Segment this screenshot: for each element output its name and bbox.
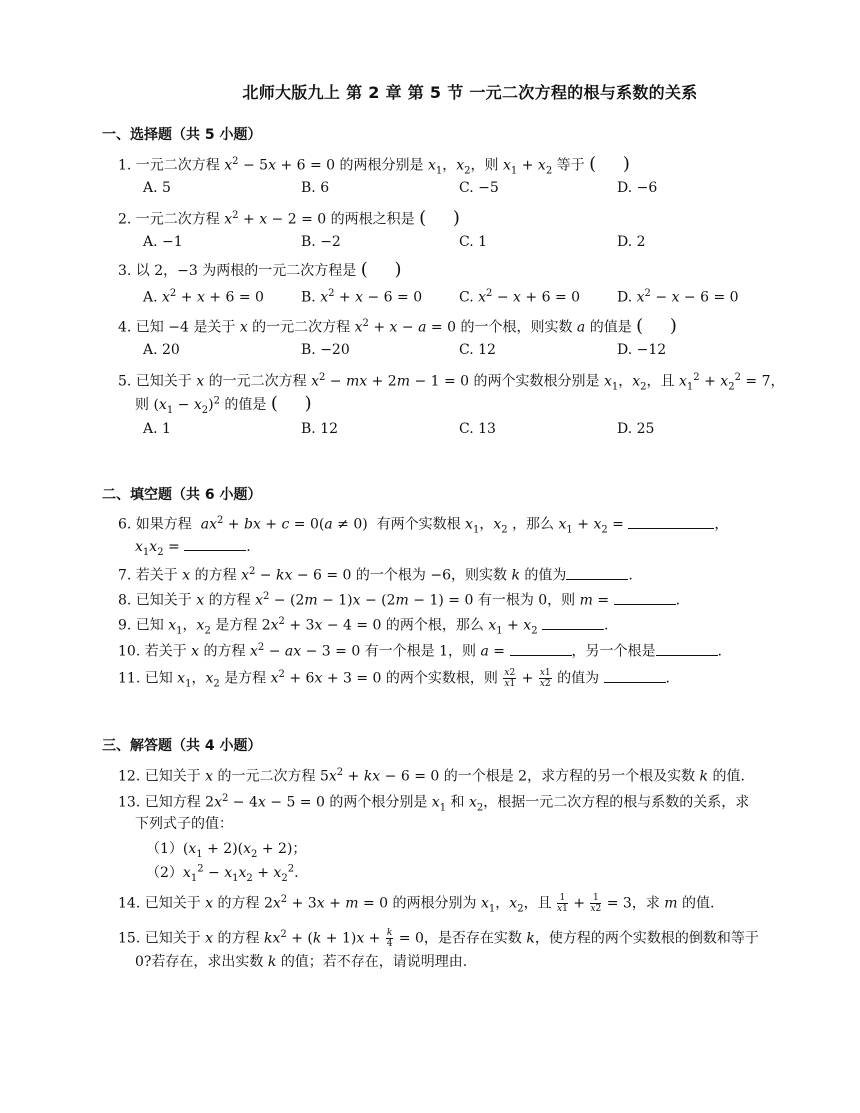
question-15: 15. 已知关于 x 的方程 $kx^2 + (k + 1)x$ + $\frac{k}{4}$ = 0，是否存在实数 k，使方程的两个实数根的倒数和等于 [118, 928, 759, 950]
option-c[interactable]: C. −5 [459, 180, 499, 196]
question-9: 9. 已知 $x_1$，$x_2$ 是方程 $2x^2 + 3x - 4 = 0$ 的两个根，那么 $x_1 + x_2$ . [118, 616, 609, 637]
question-6: 6. 如果方程 $ax^2$ + bx + c = 0(a ≠ 0) 有两个实数根 $x_1$，$x_2$ ，那么 $x_1 + x_2$ = ， [118, 515, 729, 536]
page-title: 北师大版九上 第 2 章 第 5 节 一元二次方程的根与系数的关系 [242, 83, 698, 102]
option-a[interactable]: A. 20 [143, 342, 180, 358]
question-6-line2: $x_1x_2$ = . [135, 536, 251, 558]
question-5: 5. 已知关于 x 的一元二次方程 $x^2$ − mx + 2m − 1 = 0 的两个实数根分别是 $x_1$，$x_2$，且 $x_1^2 + x_2^2 = 7$， [118, 372, 785, 393]
question-12: 12. 已知关于 x 的一元二次方程 $5x^2$ + kx − 6 = 0 的一个根是 2，求方程的另一个根及实数 k 的值. [118, 767, 745, 785]
option-a[interactable]: A. 1 [143, 421, 171, 437]
question-10: 10. 若关于 x 的方程 $x^2$ − ax − 3 = 0 有一个根是 1，则 a = ，另一个根是 . [118, 642, 722, 660]
option-b[interactable]: B. 12 [301, 421, 339, 437]
option-c[interactable]: C. 12 [459, 342, 496, 358]
answer-blank[interactable] [542, 615, 604, 630]
answer-blank[interactable] [614, 590, 676, 605]
question-11: 11. 已知 $x_1$，$x_2$ 是方程 $x^2 + 6x + 3 = 0$ 的两个实数根，则 $\frac{x2}{x1}$ + $\frac{x1}{x2}$ 的值为 . [118, 668, 670, 690]
option-c[interactable]: C. 13 [459, 421, 496, 437]
question-13-part1: $(1)(x_1 + 2)(x_2 + 2)$； [146, 841, 307, 860]
options-q3 [143, 288, 783, 306]
question-8: 8. 已知关于 x 的方程 $x^2 - (2m - 1)x - (2m - 1) = 0$ 有一根为 0，则 m = . [118, 591, 681, 609]
options-q2 [143, 234, 783, 250]
option-a[interactable]: A. $x^2 + x + 6 = 0$ [143, 288, 264, 306]
option-c[interactable]: C. 1 [459, 234, 488, 250]
question-14: 14. 已知关于 x 的方程 $2x^2 + 3x + m = 0$ 的两根分别为 $x_1$，$x_2$，且 $\frac{1}{x1}$ + $\frac{1}{x2}$ = 3，求 m 的值. [118, 893, 715, 915]
section-heading-answer: 三、解答题（共 4 小题） [102, 738, 262, 754]
question-2: 2. 一元二次方程 $x^2 + x - 2 = 0$ 的两根之积是 ( ) [118, 207, 460, 229]
question-7: 7. 若关于 x 的方程 $x^2$ − kx − 6 = 0 的一个根为 −6，则实数 k 的值为 . [118, 566, 633, 584]
option-a[interactable]: A. 5 [143, 180, 171, 196]
section-heading-fill: 二、填空题（共 6 小题） [102, 487, 262, 503]
answer-blank[interactable] [184, 536, 246, 551]
question-5-line2: 则 $(x_1 - x_2)^2$ 的值是 ( ) [135, 393, 312, 416]
answer-blank[interactable] [628, 514, 714, 529]
option-b[interactable]: B. −20 [301, 342, 350, 358]
option-b[interactable]: B. $x^2 + x - 6 = 0$ [301, 288, 423, 306]
option-d[interactable]: D. 2 [617, 234, 646, 250]
question-3: 3. 以 2，−3 为两根的一元二次方程是 ( ) [118, 259, 402, 280]
options-q4 [143, 342, 783, 358]
option-d[interactable]: D. −6 [617, 180, 658, 196]
answer-blank[interactable] [510, 641, 572, 656]
question-13-part2: $(2)x_1^2 - x_1x_2 + x_2^2$. [146, 863, 299, 884]
option-a[interactable]: A. −1 [143, 234, 183, 250]
answer-blank[interactable] [566, 565, 628, 580]
options-q1 [143, 180, 783, 196]
option-c[interactable]: C. $x^2 - x + 6 = 0$ [459, 288, 581, 306]
question-13-line2: 下列式子的值： [135, 816, 233, 832]
answer-blank[interactable] [656, 641, 718, 656]
question-15-line2: 0?若存在，求出实数 k 的值；若不存在，请说明理由. [135, 954, 468, 970]
option-d[interactable]: D. $x^2 - x - 6 = 0$ [617, 288, 739, 306]
option-b[interactable]: B. 6 [301, 180, 330, 196]
option-d[interactable]: D. 25 [617, 421, 655, 437]
options-q5 [143, 421, 783, 437]
option-d[interactable]: D. −12 [617, 342, 667, 358]
section-heading-choice: 一、选择题（共 5 小题） [102, 127, 262, 143]
question-13: 13. 已知方程 $2x^2 - 4x - 5 = 0$ 的两个根分别是 $x_1$ 和 $x_2$，根据一元二次方程的根与系数的关系，求 [118, 793, 750, 814]
option-b[interactable]: B. −2 [301, 234, 341, 250]
question-4: 4. 已知 −4 是关于 x 的一元二次方程 $x^2 + x - a = 0$ 的一个根，则实数 a 的值是 ( ) [118, 315, 677, 337]
answer-blank[interactable] [604, 668, 666, 683]
question-1: 1. 一元二次方程 $x^2 - 5x + 6 = 0$ 的两根分别是 $x_1$，$x_2$，则 $x_1 + x_2$ 等于 ( ) [118, 153, 630, 177]
